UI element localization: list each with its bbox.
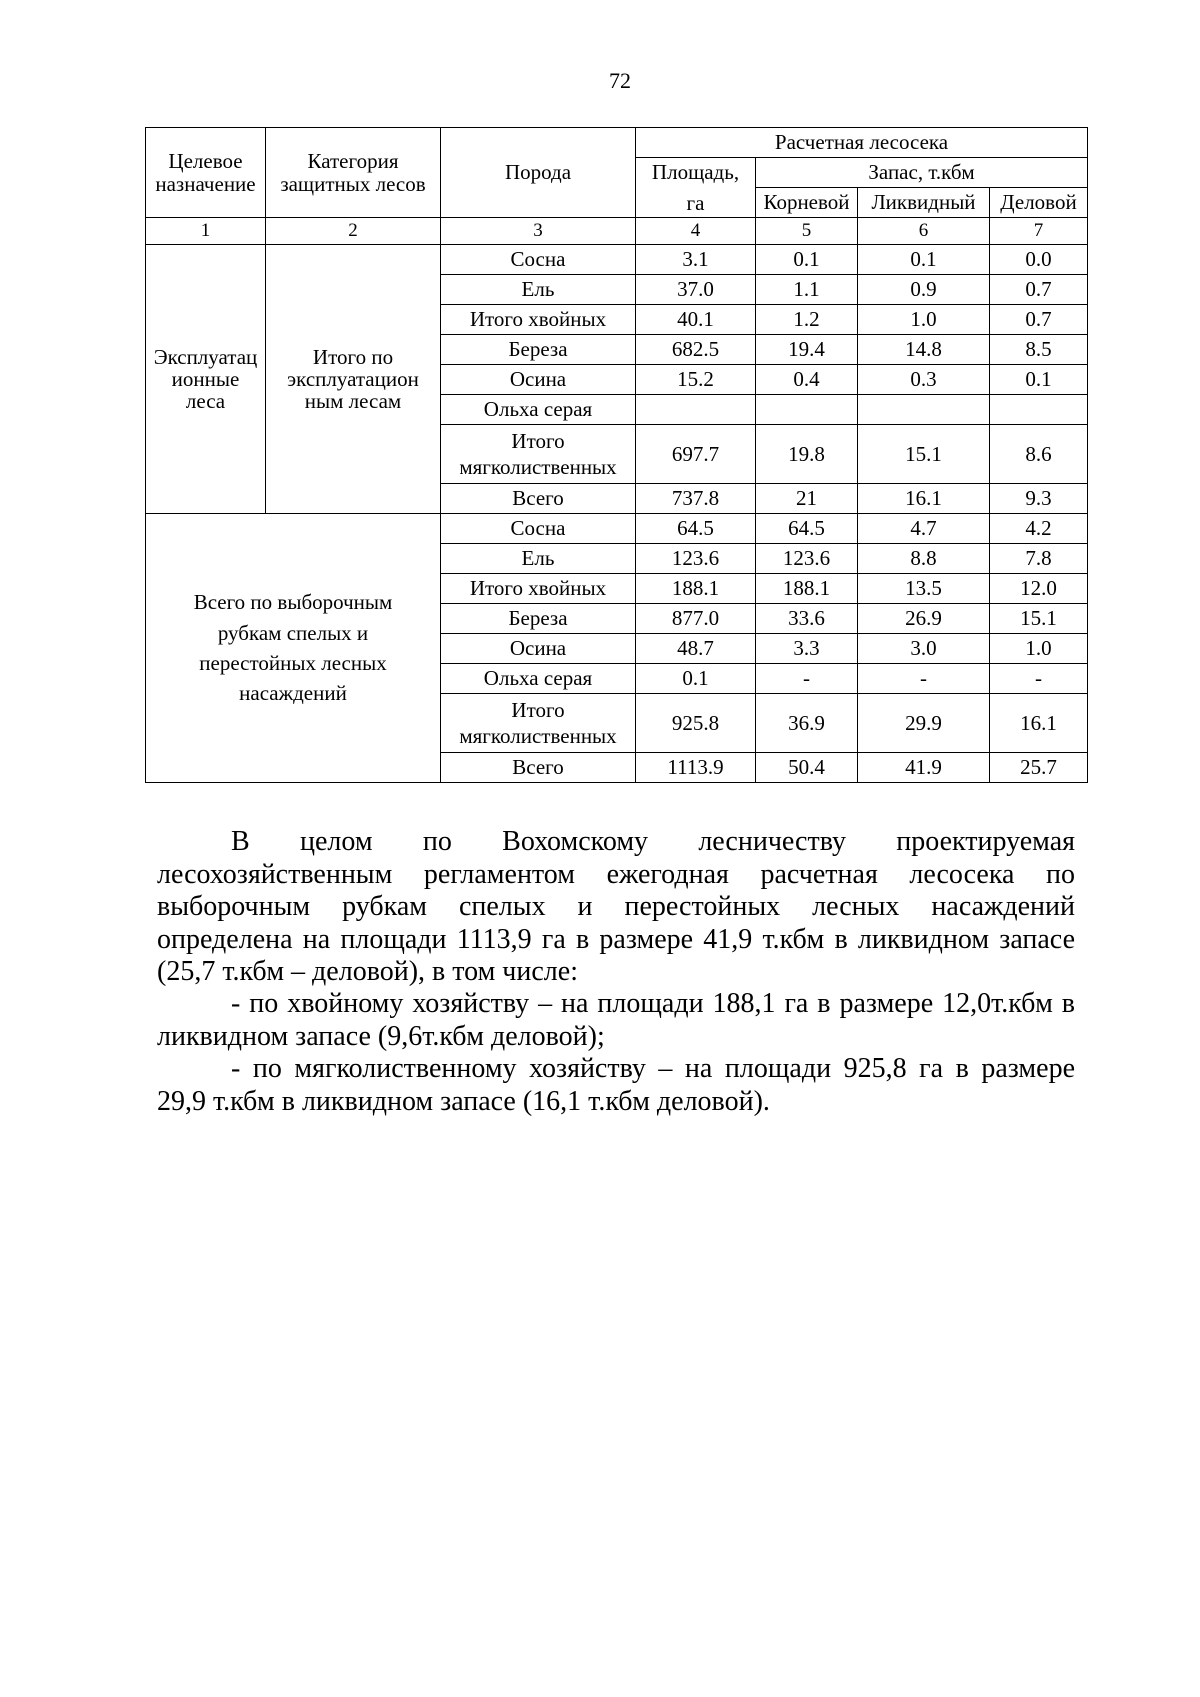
species-cell: Осина	[441, 365, 636, 395]
business-cell: 15.1	[990, 604, 1088, 634]
liquid-cell: 14.8	[858, 335, 990, 365]
area-cell: 123.6	[636, 544, 756, 574]
page-number: 72	[609, 68, 631, 93]
table-row	[146, 514, 1088, 544]
area-cell: 15.2	[636, 365, 756, 395]
root-cell: 21	[756, 484, 858, 514]
species-cell: Береза	[441, 335, 636, 365]
text-line: В целом по Вохомскому лесничеству проектируемая	[231, 826, 1075, 857]
area-cell: 37.0	[636, 275, 756, 305]
liquid-cell: 15.1	[858, 425, 990, 484]
species-cell: Ель	[441, 544, 636, 574]
root-cell: 19.8	[756, 425, 858, 484]
root-cell: 0.1	[756, 245, 858, 275]
area-cell	[636, 395, 756, 425]
annual-cut-table	[145, 127, 1088, 783]
species-cell: Ель	[441, 275, 636, 305]
liquid-cell: 13.5	[858, 574, 990, 604]
column-number: 4	[636, 218, 756, 245]
text-line: лесохозяйственным регламентом ежегодная расчетная лесосека по	[157, 858, 1075, 890]
species-cell: Итого мягколиственных	[441, 694, 636, 753]
species-cell: Всего	[441, 753, 636, 783]
species-cell: Осина	[441, 634, 636, 664]
business-cell: 25.7	[990, 753, 1088, 783]
root-cell: 188.1	[756, 574, 858, 604]
liquid-cell: 0.3	[858, 365, 990, 395]
area-cell: 0.1	[636, 664, 756, 694]
table-row	[146, 245, 1088, 275]
liquid-cell: 1.0	[858, 305, 990, 335]
business-cell: -	[990, 664, 1088, 694]
text-line: определена на площади 1113,9 га в размере 41,9 т.кбм в ликвидном запасе	[157, 923, 1075, 955]
area-cell: 3.1	[636, 245, 756, 275]
species-cell: Береза	[441, 604, 636, 634]
root-cell: 0.4	[756, 365, 858, 395]
group1-purpose: Эксплуатац ионные леса	[146, 245, 266, 514]
business-cell: 7.8	[990, 544, 1088, 574]
column-number: 3	[441, 218, 636, 245]
business-cell: 8.6	[990, 425, 1088, 484]
header-purpose: Целевое назначение	[146, 128, 266, 218]
species-cell: Всего	[441, 484, 636, 514]
area-cell: 737.8	[636, 484, 756, 514]
business-cell: 12.0	[990, 574, 1088, 604]
paragraph-softwood	[157, 1053, 1075, 1118]
root-cell: 3.3	[756, 634, 858, 664]
root-cell: 123.6	[756, 544, 858, 574]
header-category: Категория защитных лесов	[266, 128, 441, 218]
text-line: - по хвойному хозяйству – на площади 188,1 га в размере 12,0т.кбм в	[231, 988, 1075, 1019]
root-cell: 1.1	[756, 275, 858, 305]
area-cell: 48.7	[636, 634, 756, 664]
liquid-cell: 8.8	[858, 544, 990, 574]
area-cell: 188.1	[636, 574, 756, 604]
area-cell: 925.8	[636, 694, 756, 753]
column-number: 5	[756, 218, 858, 245]
paragraph-summary	[157, 826, 1075, 989]
liquid-cell: 0.9	[858, 275, 990, 305]
column-number: 6	[858, 218, 990, 245]
species-cell: Итого хвойных	[441, 305, 636, 335]
root-cell: 36.9	[756, 694, 858, 753]
column-number: 7	[990, 218, 1088, 245]
header-root: Корневой	[756, 188, 858, 218]
area-cell: 64.5	[636, 514, 756, 544]
business-cell: 16.1	[990, 694, 1088, 753]
liquid-cell: 0.1	[858, 245, 990, 275]
liquid-cell: -	[858, 664, 990, 694]
liquid-cell	[858, 395, 990, 425]
paragraph-coniferous	[157, 988, 1075, 1053]
column-number: 2	[266, 218, 441, 245]
liquid-cell: 29.9	[858, 694, 990, 753]
liquid-cell: 16.1	[858, 484, 990, 514]
business-cell: 4.2	[990, 514, 1088, 544]
column-number: 1	[146, 218, 266, 245]
root-cell: 64.5	[756, 514, 858, 544]
header-area: Площадь, га	[636, 158, 756, 218]
column-numbers-row	[146, 218, 1088, 245]
business-cell	[990, 395, 1088, 425]
header-annual-cut: Расчетная лесосека	[636, 128, 1088, 158]
species-cell: Итого мягколиственных	[441, 425, 636, 484]
species-cell: Сосна	[441, 245, 636, 275]
root-cell: 50.4	[756, 753, 858, 783]
root-cell: 33.6	[756, 604, 858, 634]
header-liquid: Ликвидный	[858, 188, 990, 218]
area-cell: 40.1	[636, 305, 756, 335]
area-cell: 682.5	[636, 335, 756, 365]
area-cell: 877.0	[636, 604, 756, 634]
text-line: выборочным рубкам спелых и перестойных лесных насаждений	[157, 891, 1075, 922]
group2-label: Всего по выборочным рубкам спелых и перестойных лесных насаждений	[146, 514, 441, 783]
species-cell: Ольха серая	[441, 664, 636, 694]
text-line: - по мягколиственному хозяйству – на площади 925,8 га в размере	[231, 1053, 1075, 1084]
business-cell: 0.1	[990, 365, 1088, 395]
text-line: 29,9 т.кбм в ликвидном запасе (16,1 т.кбм деловой).	[157, 1085, 770, 1117]
species-cell: Сосна	[441, 514, 636, 544]
text-line: ликвидном запасе (9,6т.кбм деловой);	[157, 1020, 605, 1052]
business-cell: 0.7	[990, 275, 1088, 305]
liquid-cell: 41.9	[858, 753, 990, 783]
liquid-cell: 4.7	[858, 514, 990, 544]
header-stock: Запас, т.кбм	[756, 158, 1088, 188]
header-business: Деловой	[990, 188, 1088, 218]
root-cell: 19.4	[756, 335, 858, 365]
business-cell: 8.5	[990, 335, 1088, 365]
area-cell: 1113.9	[636, 753, 756, 783]
species-cell: Ольха серая	[441, 395, 636, 425]
group1-category: Итого по эксплуатацион ным лесам	[266, 245, 441, 514]
species-cell: Итого хвойных	[441, 574, 636, 604]
text-line: (25,7 т.кбм – деловой), в том числе:	[157, 956, 578, 987]
business-cell: 0.7	[990, 305, 1088, 335]
liquid-cell: 3.0	[858, 634, 990, 664]
liquid-cell: 26.9	[858, 604, 990, 634]
area-cell: 697.7	[636, 425, 756, 484]
root-cell: 1.2	[756, 305, 858, 335]
header-species: Порода	[441, 128, 636, 218]
business-cell: 1.0	[990, 634, 1088, 664]
root-cell: -	[756, 664, 858, 694]
business-cell: 9.3	[990, 484, 1088, 514]
root-cell	[756, 395, 858, 425]
business-cell: 0.0	[990, 245, 1088, 275]
